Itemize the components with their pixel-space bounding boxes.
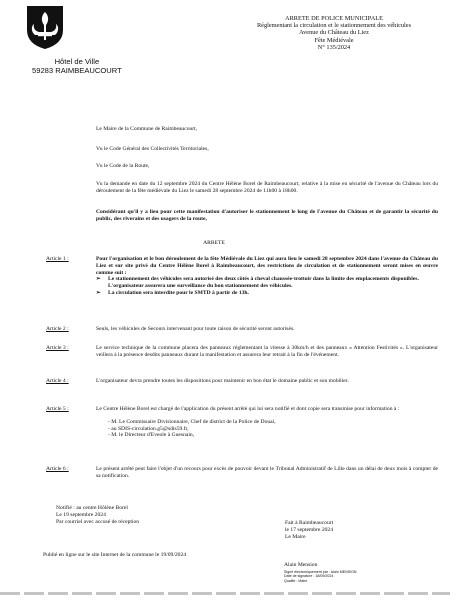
signatory-name: Alain Mension <box>284 562 318 568</box>
article-3-text: Le service technique de la commune placera des panneaux réglementant la vitesse à 30km/h et des panneaux « Attention Festivités ». L'organisateur veillera à la présence desdits panneaux durant la manifestation et assurera leur retrait à la fin de l'événement. <box>96 345 438 358</box>
stamp-line: Qualité : Maire <box>284 578 308 583</box>
notification-block <box>56 505 139 525</box>
stamp-line: Signé électroniquement par : Alain MENSION <box>284 570 357 574</box>
mairie-address <box>32 57 122 75</box>
signature-place: Fait à Raimbeaucourt <box>285 520 334 526</box>
arrete-heading: ARRETE <box>203 240 225 246</box>
article-4-label: Article 4 : <box>46 378 69 384</box>
signature-block <box>285 520 333 540</box>
preamble-vu-demande: Vu la demande en date du 12 septembre 2024 du Centre Hélène Borel de Raimbeaucourt, relative à la mise en sécurité de l'avenue du Château lors du déroulement de la fête médiévale du Liez le samedi 28 septembre 2024 de 11h00 à 18h00. <box>96 181 438 194</box>
preamble-vu-cgct: Vu le Code Général des Collectivités Territoriales, <box>96 146 209 152</box>
notification-line: Notifié : au centre Hôlène Borel <box>56 505 128 511</box>
mairie-line-1: Hôtel de Ville <box>54 57 100 66</box>
mairie-line-2: 59283 RAIMBEAUCOURT <box>32 66 122 75</box>
signature-date: le 17 septembre 2024 <box>285 526 334 533</box>
article-2-label: Article 2 : <box>46 326 69 332</box>
article-1-body <box>96 256 438 297</box>
notification-line: Par courriel avec accusé de réception <box>56 518 140 525</box>
article-1-label: Article 1 : <box>46 256 69 262</box>
article-3-label: Article 3 : <box>46 345 69 351</box>
arrete-title-line: ARRETE DE POLICE MUNICIPALE <box>285 15 383 22</box>
arrete-title-line: Fête Médiévale <box>314 36 354 44</box>
recipient-item: - M. Le Commissaire Divisionnaire, Chef de district de la Police de Douai, <box>108 418 276 425</box>
article-2-text: Seuls, les véhicules de Secours intervenant pour toute raison de sécurité seront autorisés. <box>96 326 295 332</box>
stamp-line: Date de signature : 18/09/2024 <box>284 574 334 579</box>
article-6-text: Le présent arrêté peut faire l'objet d'un recours pour excès de pouvoir devant le Tribunal Administratif de Lille dans un délai de deux mois à compter de sa notification. <box>96 466 438 479</box>
signature-title: Le Maire <box>285 533 306 540</box>
publication-notice: Publié en ligne sur le site Internet de la commune le 19/09/2024 <box>43 552 187 558</box>
article-5-label: Article 5 : <box>46 406 69 412</box>
article-1-bullet <box>96 290 438 297</box>
recipient-item: - au SDIS-circulation.g5@sdis59.fr, <box>108 425 189 432</box>
arrete-number: N° 135/2024 <box>317 43 351 51</box>
recipient-item: - M. le Directeur d'Eveole à Guesnain, <box>108 432 195 439</box>
electronic-signature-stamp <box>284 570 414 583</box>
preamble-vu-route: Vu le Code de la Route, <box>96 163 150 169</box>
arrete-title-block <box>228 15 440 51</box>
notification-line: Le 19 septembre 2024 <box>56 511 106 518</box>
arrow-bullet-icon: ➢ <box>96 276 101 283</box>
fleur-de-lis-shield-icon <box>25 4 65 50</box>
preamble-maire: Le Maire de la Commune de Raimbeaucourt, <box>96 126 198 132</box>
article-4-text: L'organisateur devra prendre toutes les dispositions pour maintenir en bon état le domaine public et son mobilier. <box>96 378 349 384</box>
article-5-body <box>96 406 438 439</box>
arrow-bullet-icon: ➢ <box>96 289 101 296</box>
commune-crest <box>25 4 65 50</box>
arrete-title-line: Réglementant la circulation et le stationnement des véhicules <box>256 22 412 30</box>
article-1-bullet-text: Le stationnement des véhicules sera autorisé des deux côtés à cheval chaussée-trottoir dans la limite des emplacements disponibles. L'organisateur assurera une surveillance du bon stationnement des véhicules. <box>108 276 419 290</box>
footer-divider <box>0 592 450 595</box>
preamble-considerant: Considérant qu'il y a lieu pour cette manifestation d'autoriser le stationnement le long de l'avenue du Château et de garantir la sécurité du public, des riverains et des usagers de la route, <box>96 209 438 222</box>
article-6-label: Article 6 : <box>46 466 69 472</box>
article-1-text: Pour l'organisation et le bon déroulement de la fête Médiévale du Liez qui aura lieu le samedi 28 septembre 2024 dans l'avenue du Château du Liez et sur site privé du Centre Hélène Borel à Raimbeaucourt, des restrictions de circulation et de stationnement seront mises en œuvre comme suit : <box>96 256 438 276</box>
article-5-text: Le Centre Hélène Borel est chargé de l'application du présent arrêté qui lui sera notifié et dont copie sera transmise pour information à : <box>96 406 400 412</box>
article-1-bullet <box>96 276 438 290</box>
arrete-title-line: Avenue du Château du Liez <box>299 29 369 37</box>
article-1-bullet-text: La circulation sera interdite pour le SMTD à partir de 13h. <box>108 289 249 296</box>
